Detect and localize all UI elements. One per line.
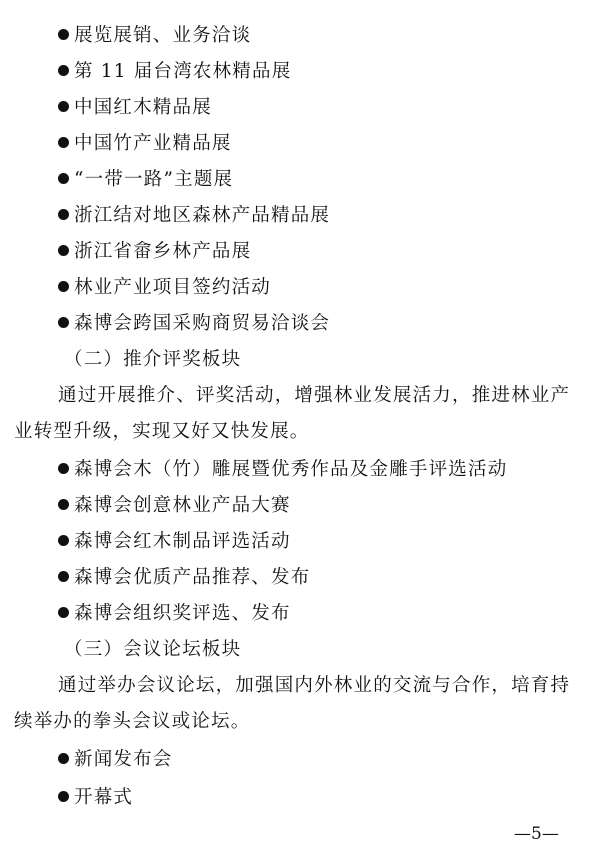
bullet-icon: [58, 317, 69, 328]
list-item-text: 展览展销、业务洽谈: [74, 25, 252, 46]
bullet-icon: [58, 137, 69, 148]
bullet-icon: [58, 499, 69, 510]
paragraph-line: 通过举办会议论坛，加强国内外林业的交流与合作，培育持: [58, 675, 571, 696]
list-item: [58, 96, 212, 120]
list-item-text: 森博会跨国采购商贸易洽谈会: [74, 313, 331, 334]
bullet-icon: [58, 281, 69, 292]
bullet-icon: [58, 29, 69, 40]
bullet-icon: [58, 791, 69, 802]
section-heading: （三）会议论坛板块: [64, 639, 242, 660]
list-item: [58, 458, 507, 482]
list-item: [58, 602, 291, 626]
paragraph-line: 业转型升级，实现又好又快发展。: [14, 421, 310, 442]
bullet-icon: [58, 65, 69, 76]
list-item-text: 森博会红木制品评选活动: [74, 531, 291, 552]
list-item-text: 森博会创意林业产品大赛: [74, 495, 291, 516]
bullet-icon: [58, 571, 69, 582]
bullet-icon: [58, 173, 69, 184]
list-item: [58, 168, 233, 192]
list-item: [58, 312, 330, 336]
list-item: [58, 132, 232, 156]
list-item: [58, 24, 251, 48]
list-item: [58, 60, 291, 84]
bullet-icon: [58, 463, 69, 474]
list-item-text: 森博会优质产品推荐、发布: [74, 567, 311, 588]
list-item-text: 森博会木（竹）雕展暨优秀作品及金雕手评选活动: [74, 459, 508, 480]
list-item-text: 林业产业项目签约活动: [74, 277, 272, 298]
paragraph-line: 通过开展推介、评奖活动，增强林业发展活力，推进林业产: [58, 385, 571, 406]
bullet-icon: [58, 753, 69, 764]
list-item-text: 开幕式: [74, 787, 134, 808]
bullet-icon: [58, 245, 69, 256]
list-item-text: 中国竹产业精品展: [74, 133, 232, 154]
list-item-text: 中国红木精品展: [74, 97, 212, 118]
list-item: [58, 494, 291, 518]
list-item-text: 第 11 届台湾农林精品展: [74, 61, 292, 82]
list-item-text: 浙江省畲乡林产品展: [74, 241, 252, 262]
list-item-text: 森博会组织奖评选、发布: [74, 603, 291, 624]
list-item-text: 浙江结对地区森林产品精品展: [74, 205, 331, 226]
list-item-text: 新闻发布会: [74, 749, 173, 770]
bullet-icon: [58, 209, 69, 220]
section-heading: （二）推介评奖板块: [64, 349, 242, 370]
bullet-icon: [58, 607, 69, 618]
list-item: [58, 566, 310, 590]
list-item: [58, 530, 291, 554]
list-item: [58, 276, 271, 300]
bullet-icon: [58, 535, 69, 546]
bullet-icon: [58, 101, 69, 112]
page-number: —5—: [514, 824, 559, 844]
list-item: [58, 786, 133, 810]
list-item: [58, 748, 173, 772]
list-item: [58, 204, 330, 228]
paragraph-line: 续举办的拳头会议或论坛。: [14, 711, 251, 732]
list-item: [58, 240, 251, 264]
list-item-text: “一带一路”主题展: [74, 169, 234, 190]
